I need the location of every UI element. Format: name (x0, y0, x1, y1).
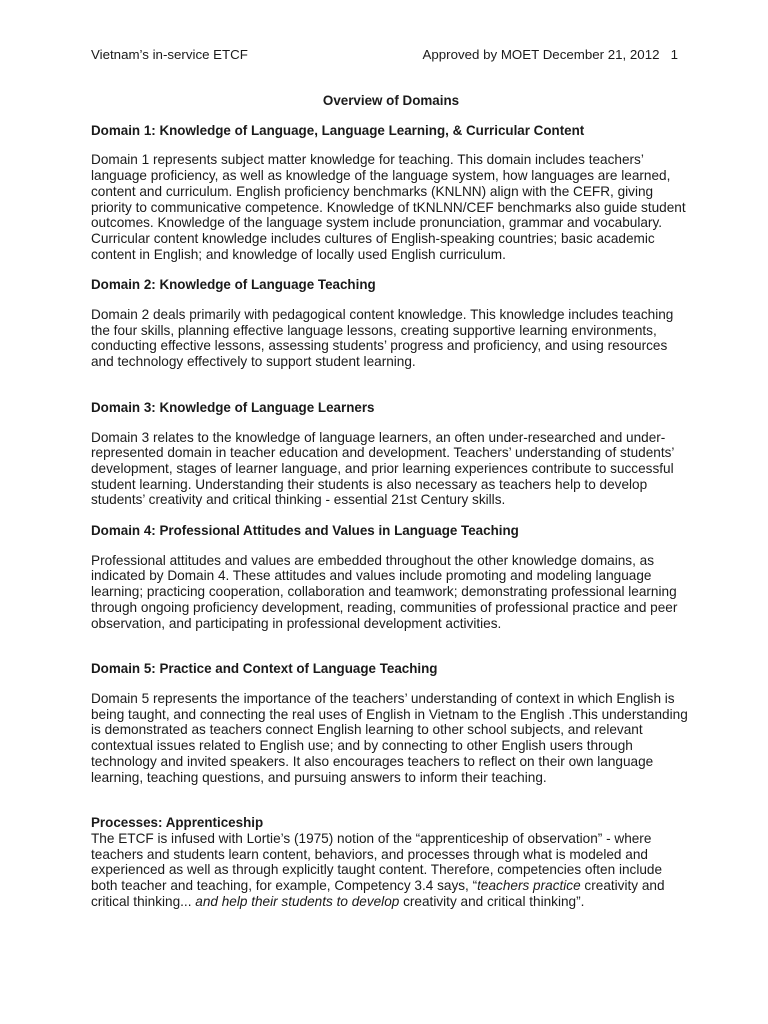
processes-heading: Processes: Apprenticeship (91, 815, 264, 831)
domain-4-text: Professional attitudes and values are embedded throughout the other knowledge domains, as indicated by Domain 4. These attitudes and values include promoting and modeling language learning; practicing cooperation, collaboration and teamwork; demonstrating professional learning through ongoing proficiency development, reading, communities of professional practice and peer observation, and participating in professional development activities. (91, 552, 678, 631)
processes-italic-1: teachers practice (477, 878, 581, 894)
page-number: 1 (670, 47, 678, 62)
domain-5-heading: Domain 5: Practice and Context of Language Teaching (91, 661, 438, 677)
header-right (422, 46, 678, 64)
domain-4-heading: Domain 4: Professional Attitudes and Values in Language Teaching (91, 523, 519, 539)
domain-1-heading: Domain 1: Knowledge of Language, Language Learning, & Curricular Content (91, 122, 585, 138)
processes-text (91, 831, 691, 910)
header-approval: Approved by MOET December 21, 2012 (422, 47, 660, 62)
domain-5-text: Domain 5 represents the importance of the teachers’ understanding of context in which English is being taught, and connecting the real uses of English in Vietnam to the English .This understanding is demonstrated as teachers connect English learning to other school subjects, and relevant contextual issues related to English use; and by connecting to other English users through technology and invited speakers. It also encourages teachers to reflect on their own language learning, teaching questions, and pursuing answers to inform their teaching. (91, 690, 688, 785)
processes-text-part-2: creativity and critical thinking... (91, 878, 665, 909)
page-title: Overview of Domains (322, 93, 460, 108)
domain-3-heading: Domain 3: Knowledge of Language Learners (91, 399, 375, 415)
document-body (91, 93, 691, 909)
processes-text-part-1: The ETCF is infused with Lortie’s (1975) notion of the “apprenticeship of observation” - where teachers and students learn content, behaviors, and processes through what is modeled and experienced as well as through explicitly taught content. Therefore, competencies often include both teacher and teaching, for example, Competency 3.4 says, “ (91, 830, 663, 894)
domain-1-text: Domain 1 represents subject matter knowledge for teaching. This domain includes teachers’ language proficiency, as well as knowledge of the language system, how languages are learned, content and curriculum. English proficiency benchmarks (KNLNN) align with the CEFR, giving priority to communicative competence. Knowledge of tKNLNN/CEF benchmarks also guide student outcomes. Knowledge of the language system include pronunciation, grammar and vocabulary. Curricular content knowledge includes cultures of English-speaking countries; basic academic content in English; and knowledge of locally used English curriculum. (91, 152, 686, 262)
processes-text-part-3: creativity and critical thinking”. (399, 893, 585, 909)
domain-2-text: Domain 2 deals primarily with pedagogical content knowledge. This knowledge includes teaching the four skills, planning effective language lessons, creating supportive learning environments, conducting effective lessons, assessing students’ progress and proficiency, and using resources and technology effectively to support student learning. (91, 307, 674, 370)
domain-2-heading: Domain 2: Knowledge of Language Teaching (91, 277, 376, 293)
header-left: Vietnam’s in-service ETCF (91, 47, 248, 62)
domain-3-text: Domain 3 relates to the knowledge of language learners, an often under-researched and under-represented domain in teacher education and development. Teachers’ understanding of students’ development, stages of learner language, and prior learning experiences contribute to successful student learning. Understanding their students is also necessary as teachers help to develop students’ creativity and critical thinking - essential 21st Century skills. (91, 429, 674, 508)
processes-italic-2: and help their students to develop (195, 893, 400, 909)
